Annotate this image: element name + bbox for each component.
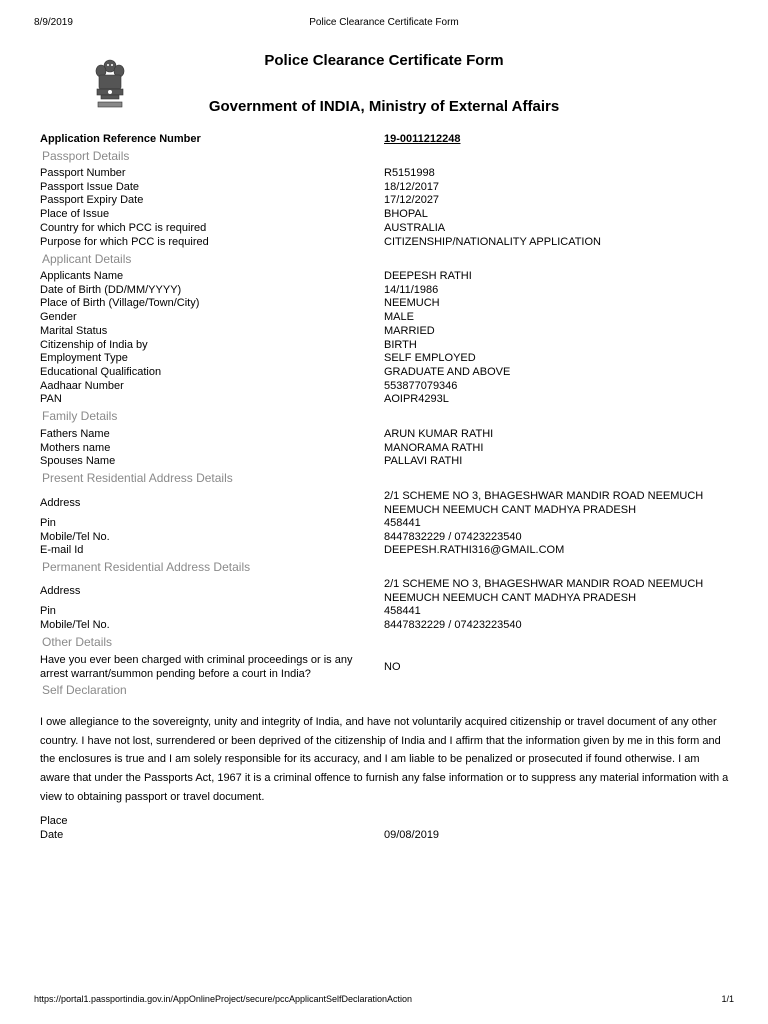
field-value: DEEPESH RATHI <box>384 270 472 282</box>
section-heading-present-address: Present Residential Address Details <box>42 471 233 485</box>
answer-value: NO <box>384 661 401 673</box>
field-label: Educational Qualification <box>40 365 162 378</box>
date-label: Date <box>40 829 64 841</box>
address-line-2: NEEMUCH NEEMUCH CANT MADHYA PRADESH <box>384 591 637 604</box>
field-label: Place of Birth (Village/Town/City) <box>40 297 200 310</box>
field-label: Date of Birth (DD/MM/YYYY) <box>40 283 182 296</box>
field-label: Applicants Name <box>40 270 124 282</box>
field-label: Place of Issue <box>40 208 110 221</box>
field-label: Passport Issue Date <box>40 180 140 193</box>
field-value: 458441 <box>384 605 421 617</box>
field-value: AOIPR4293L <box>384 393 449 406</box>
page-number: 1/1 <box>721 994 734 1004</box>
section-heading-declaration: Self Declaration <box>42 683 127 697</box>
print-date: 8/9/2019 <box>34 17 73 28</box>
field-label: Citizenship of India by <box>40 338 148 351</box>
field-value: ARUN KUMAR RATHI <box>384 428 494 440</box>
field-value: R5151998 <box>384 167 435 179</box>
field-value: 17/12/2027 <box>384 194 440 207</box>
form-title: Police Clearance Certificate Form <box>264 52 504 69</box>
criminal-proceedings-row <box>40 654 730 682</box>
field-value: PALLAVI RATHI <box>384 455 463 468</box>
field-value: 458441 <box>384 517 421 529</box>
form-subtitle: Government of INDIA, Ministry of External Affairs <box>208 98 560 115</box>
field-value: DEEPESH.RATHI316@GMAIL.COM <box>384 544 565 557</box>
field-value: 14/11/1986 <box>384 283 439 296</box>
field-label: Address <box>40 585 81 597</box>
address-line-2: NEEMUCH NEEMUCH CANT MADHYA PRADESH <box>384 503 637 516</box>
field-label: PAN <box>40 393 62 406</box>
field-label: Country for which PCC is required <box>40 221 207 234</box>
field-label: E-mail Id <box>40 544 84 557</box>
present-address-row <box>40 490 730 518</box>
permanent-address-row <box>40 578 730 606</box>
address-line-1: 2/1 SCHEME NO 3, BHAGESHWAR MANDIR ROAD NEEMUCH <box>384 490 704 502</box>
section-heading-permanent-address: Permanent Residential Address Details <box>42 560 251 574</box>
field-label: Passport Number <box>40 167 126 179</box>
field-value: 18/12/2017 <box>384 180 440 193</box>
field-value: SELF EMPLOYED <box>384 352 476 365</box>
print-title: Police Clearance Certificate Form <box>309 17 459 28</box>
field-label: Purpose for which PCC is required <box>40 235 209 248</box>
field-label: Gender <box>40 311 77 324</box>
section-heading-family: Family Details <box>42 409 118 423</box>
field-value: AUSTRALIA <box>384 221 446 234</box>
field-label: Aadhaar Number <box>40 379 124 392</box>
field-label: Passport Expiry Date <box>40 194 144 207</box>
question-line-1: Have you ever been charged with criminal proceedings or is any <box>40 654 353 666</box>
page-url: https://portal1.passportindia.gov.in/AppOnlineProject/secure/pccApplicantSelfDeclarationAction <box>34 994 413 1004</box>
place-label: Place <box>40 815 68 827</box>
print-header <box>34 17 734 31</box>
declaration-text: I owe allegiance to the sovereignty, unity and integrity of India, and have not voluntarily acquired citizenship or travel document of any other country. I have not lost, surrendered or been deprived of the citizenship of India and I affirm that the information given by me in this form and the enclosures is true and I am solely responsible for its accuracy, and I am liable to be penalized or prosecuted if found otherwise. I am aware that under the Passports Act, 1967 it is a criminal offence to furnish any false information or to suppress any material information with a view to obtaining passport or travel document. <box>40 716 729 803</box>
field-value: MANORAMA RATHI <box>384 441 484 454</box>
app-ref-label: Application Reference Number <box>40 133 201 145</box>
question-line-2: arrest warrant/summon pending before a court in India? <box>40 667 311 680</box>
app-ref-value: 19-0011212248 <box>384 133 461 145</box>
field-value: 8447832229 / 07423223540 <box>384 618 522 631</box>
field-label: Marital Status <box>40 324 108 337</box>
field-value: BHOPAL <box>384 208 428 221</box>
field-label: Employment Type <box>40 352 128 365</box>
section-heading-passport: Passport Details <box>42 149 130 163</box>
field-label: Mothers name <box>40 441 111 454</box>
section-heading-applicant: Applicant Details <box>42 252 132 266</box>
field-value: CITIZENSHIP/NATIONALITY APPLICATION <box>384 235 601 248</box>
field-value: MARRIED <box>384 324 435 337</box>
field-value: NEEMUCH <box>384 297 440 310</box>
field-value: GRADUATE AND ABOVE <box>384 365 511 378</box>
field-label: Pin <box>40 605 56 617</box>
field-label: Mobile/Tel No. <box>40 618 110 631</box>
field-label: Mobile/Tel No. <box>40 530 110 543</box>
field-label: Address <box>40 497 81 509</box>
field-value: MALE <box>384 311 414 324</box>
section-heading-other: Other Details <box>42 635 113 649</box>
field-label: Fathers Name <box>40 428 110 440</box>
field-label: Spouses Name <box>40 455 116 468</box>
date-value: 09/08/2019 <box>384 829 440 841</box>
field-value: 8447832229 / 07423223540 <box>384 530 522 543</box>
field-value: BIRTH <box>384 338 417 351</box>
field-value: 553877079346 <box>384 379 458 392</box>
field-label: Pin <box>40 517 56 529</box>
address-line-1: 2/1 SCHEME NO 3, BHAGESHWAR MANDIR ROAD NEEMUCH <box>384 578 704 590</box>
